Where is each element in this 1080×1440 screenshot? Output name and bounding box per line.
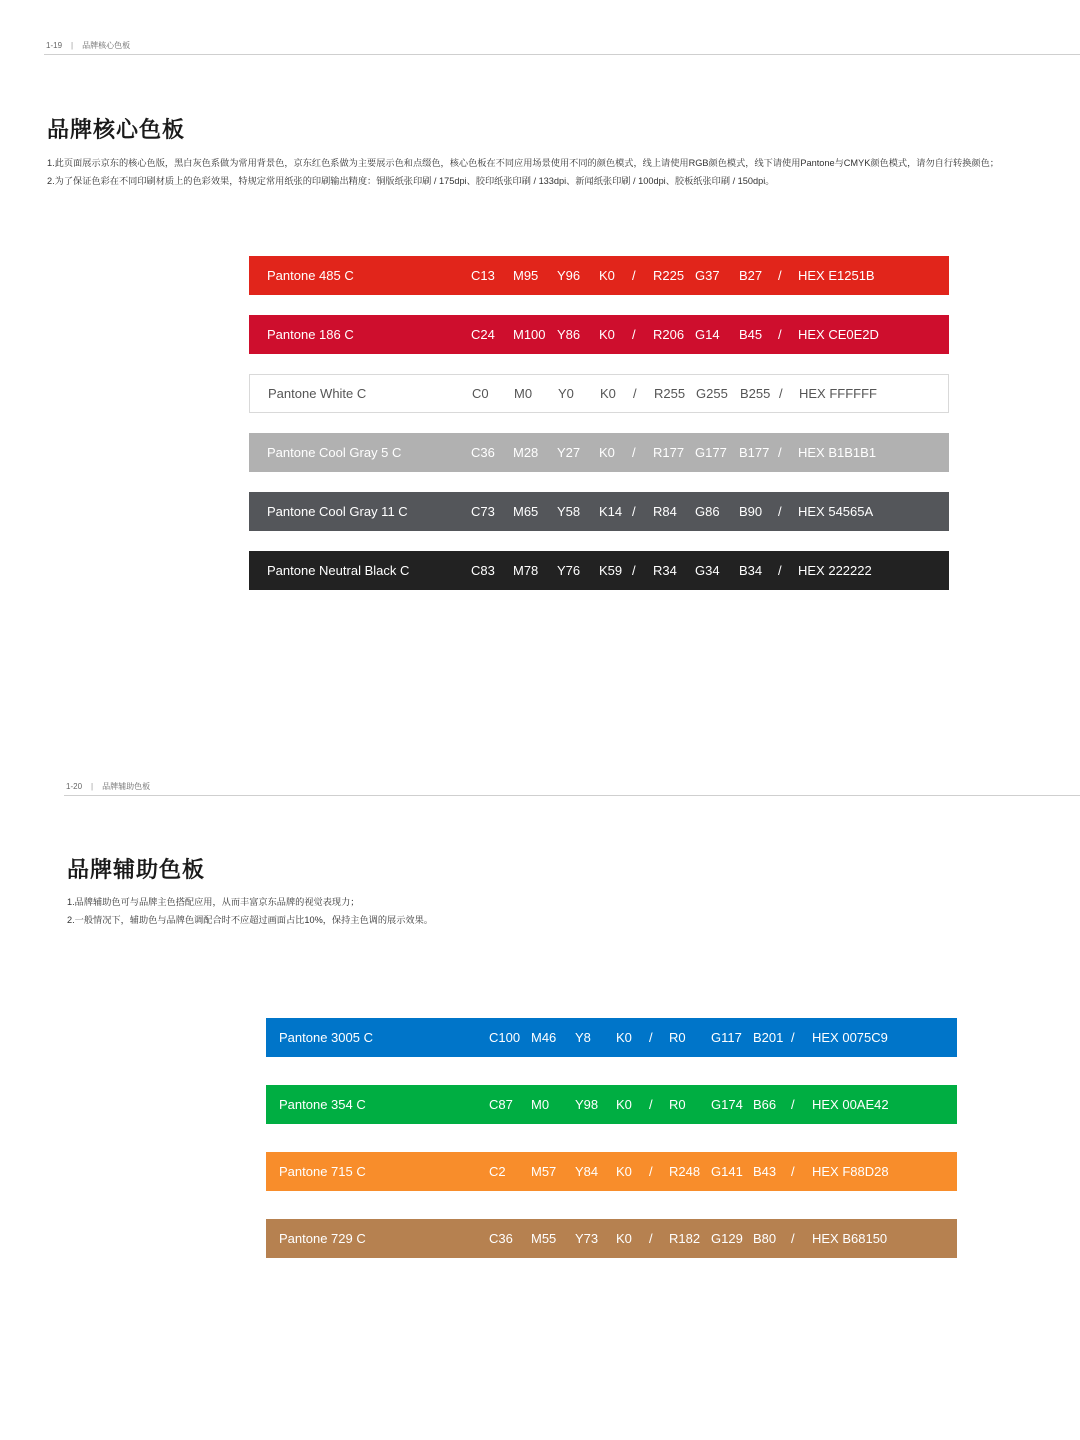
hex-value: HEX 00AE42 — [812, 1097, 889, 1112]
cmyk-c: C73 — [471, 504, 495, 519]
separator: / — [649, 1231, 653, 1246]
cmyk-k: K0 — [616, 1164, 632, 1179]
rgb-r: R84 — [653, 504, 677, 519]
rgb-b: B201 — [753, 1030, 784, 1045]
cmyk-c: C13 — [471, 268, 495, 283]
separator: / — [649, 1097, 653, 1112]
swatch-name: Pantone 186 C — [267, 327, 354, 342]
separator: / — [778, 327, 782, 342]
cmyk-k: K14 — [599, 504, 623, 519]
hex-value: HEX B1B1B1 — [798, 445, 877, 460]
section-label: 品牌核心色板 — [82, 41, 131, 50]
rgb-g: G255 — [696, 386, 728, 401]
description-line: 1.此页面展示京东的核心色版，黑白灰色系做为常用背景色，京东红色系做为主要展示色和点缀色，核心色板在不同应用场景使用不同的颜色模式，线上请使用RGB颜色模式，线下请使用Pantone与CMYK颜色模式，请勿自行转换颜色； — [47, 158, 999, 168]
hex-value: HEX B68150 — [812, 1231, 888, 1246]
cmyk-m: M100 — [513, 327, 546, 342]
header-divider: | — [91, 782, 94, 791]
header-rule — [44, 54, 1080, 55]
cmyk-y: Y96 — [557, 268, 581, 283]
rgb-b: B27 — [739, 268, 763, 283]
cmyk-m: M0 — [514, 386, 533, 401]
cmyk-m: M0 — [531, 1097, 550, 1112]
rgb-b: B177 — [739, 445, 770, 460]
color-swatch — [249, 433, 949, 472]
separator: / — [778, 563, 782, 578]
cmyk-y: Y27 — [557, 445, 581, 460]
separator: / — [632, 504, 636, 519]
page-title: 品牌辅助色板 — [67, 857, 206, 882]
swatch-name: Pantone Cool Gray 11 C — [267, 504, 408, 519]
rgb-r: R225 — [653, 268, 685, 283]
page-title: 品牌核心色板 — [47, 117, 186, 142]
description-line: 1.品牌辅助色可与品牌主色搭配应用，从而丰富京东品牌的视觉表现力； — [67, 897, 360, 907]
swatch-name: Pantone White C — [268, 386, 367, 401]
separator: / — [649, 1030, 653, 1045]
rgb-g: G34 — [695, 563, 720, 578]
description-line: 2.为了保证色彩在不同印刷材质上的色彩效果，特规定常用纸张的印刷输出精度：铜版纸张印刷 / 175dpi、胶印纸张印刷 / 133dpi、新闻纸张印刷 / 100dpi、胶板纸张印刷 / 150dpi。 — [47, 176, 775, 186]
swatch-name: Pantone 715 C — [279, 1164, 366, 1179]
swatch-name: Pantone 729 C — [279, 1231, 366, 1246]
cmyk-m: M78 — [513, 563, 539, 578]
rgb-g: G14 — [695, 327, 720, 342]
description — [67, 893, 433, 929]
rgb-b: B43 — [753, 1164, 777, 1179]
rgb-r: R206 — [653, 327, 685, 342]
hex-value: HEX 222222 — [798, 563, 872, 578]
rgb-g: G129 — [711, 1231, 743, 1246]
cmyk-k: K59 — [599, 563, 623, 578]
rgb-b: B80 — [753, 1231, 777, 1246]
color-swatch — [266, 1085, 957, 1124]
cmyk-y: Y84 — [575, 1164, 599, 1179]
cmyk-y: Y98 — [575, 1097, 599, 1112]
cmyk-c: C2 — [489, 1164, 506, 1179]
rgb-b: B45 — [739, 327, 763, 342]
hex-value: HEX CE0E2D — [798, 327, 879, 342]
separator: / — [791, 1097, 795, 1112]
core-swatch-list — [249, 256, 949, 610]
hex-value: HEX 54565A — [798, 504, 874, 519]
cmyk-y: Y86 — [557, 327, 581, 342]
cmyk-k: K0 — [599, 445, 615, 460]
rgb-g: G174 — [711, 1097, 743, 1112]
cmyk-k: K0 — [616, 1030, 632, 1045]
description — [47, 154, 999, 190]
secondary-swatch-list — [266, 1018, 957, 1286]
cmyk-k: K0 — [599, 327, 615, 342]
running-header — [46, 40, 130, 51]
cmyk-k: K0 — [600, 386, 616, 401]
swatch-name: Pantone 485 C — [267, 268, 354, 283]
separator: / — [632, 268, 636, 283]
separator: / — [778, 445, 782, 460]
rgb-g: G37 — [695, 268, 720, 283]
cmyk-c: C24 — [471, 327, 495, 342]
separator: / — [778, 268, 782, 283]
cmyk-m: M57 — [531, 1164, 557, 1179]
color-swatch — [266, 1152, 957, 1191]
cmyk-k: K0 — [599, 268, 615, 283]
cmyk-c: C87 — [489, 1097, 513, 1112]
rgb-g: G177 — [695, 445, 727, 460]
hex-value: HEX E1251B — [798, 268, 875, 283]
rgb-b: B90 — [739, 504, 763, 519]
cmyk-m: M65 — [513, 504, 539, 519]
color-swatch — [249, 492, 949, 531]
cmyk-y: Y73 — [575, 1231, 599, 1246]
rgb-r: R0 — [669, 1097, 686, 1112]
rgb-r: R0 — [669, 1030, 686, 1045]
swatch-name: Pantone Cool Gray 5 C — [267, 445, 402, 460]
rgb-b: B34 — [739, 563, 763, 578]
page-number: 1-20 — [66, 782, 83, 791]
color-swatch — [266, 1018, 957, 1057]
cmyk-m: M95 — [513, 268, 539, 283]
page-secondary-palette — [0, 740, 1080, 1440]
cmyk-m: M28 — [513, 445, 539, 460]
cmyk-m: M46 — [531, 1030, 557, 1045]
rgb-g: G86 — [695, 504, 720, 519]
separator: / — [633, 386, 637, 401]
rgb-r: R34 — [653, 563, 677, 578]
cmyk-c: C83 — [471, 563, 495, 578]
separator: / — [791, 1231, 795, 1246]
separator: / — [778, 504, 782, 519]
description-line: 2.一般情况下，辅助色与品牌色调配合时不应超过画面占比10%，保持主色调的展示效果。 — [67, 915, 433, 925]
cmyk-y: Y58 — [557, 504, 581, 519]
color-swatch — [249, 551, 949, 590]
cmyk-y: Y0 — [558, 386, 574, 401]
header-rule — [64, 795, 1080, 796]
rgb-g: G117 — [711, 1030, 742, 1045]
cmyk-y: Y76 — [557, 563, 581, 578]
cmyk-c: C36 — [489, 1231, 513, 1246]
rgb-r: R248 — [669, 1164, 701, 1179]
page-number: 1-19 — [46, 41, 63, 50]
swatch-name: Pantone 354 C — [279, 1097, 366, 1112]
running-header — [66, 781, 150, 792]
cmyk-k: K0 — [616, 1231, 632, 1246]
cmyk-c: C0 — [472, 386, 489, 401]
rgb-r: R255 — [654, 386, 686, 401]
color-swatch — [249, 315, 949, 354]
color-swatch — [249, 256, 949, 295]
cmyk-c: C100 — [489, 1030, 521, 1045]
separator: / — [791, 1030, 795, 1045]
separator: / — [779, 386, 783, 401]
separator: / — [632, 445, 636, 460]
rgb-g: G141 — [711, 1164, 743, 1179]
section-label: 品牌辅助色板 — [102, 782, 151, 791]
cmyk-c: C36 — [471, 445, 495, 460]
separator: / — [632, 327, 636, 342]
swatch-name: Pantone 3005 C — [279, 1030, 373, 1045]
header-divider: | — [71, 41, 74, 50]
hex-value: HEX 0075C9 — [812, 1030, 888, 1045]
separator: / — [632, 563, 636, 578]
cmyk-k: K0 — [616, 1097, 632, 1112]
color-swatch — [266, 1219, 957, 1258]
cmyk-m: M55 — [531, 1231, 557, 1246]
rgb-b: B255 — [740, 386, 771, 401]
swatch-name: Pantone Neutral Black C — [267, 563, 410, 578]
rgb-r: R182 — [669, 1231, 701, 1246]
cmyk-y: Y8 — [575, 1030, 591, 1045]
separator: / — [791, 1164, 795, 1179]
rgb-b: B66 — [753, 1097, 777, 1112]
separator: / — [649, 1164, 653, 1179]
color-swatch — [249, 374, 949, 413]
rgb-r: R177 — [653, 445, 685, 460]
hex-value: HEX F88D28 — [812, 1164, 889, 1179]
hex-value: HEX FFFFFF — [799, 386, 877, 401]
